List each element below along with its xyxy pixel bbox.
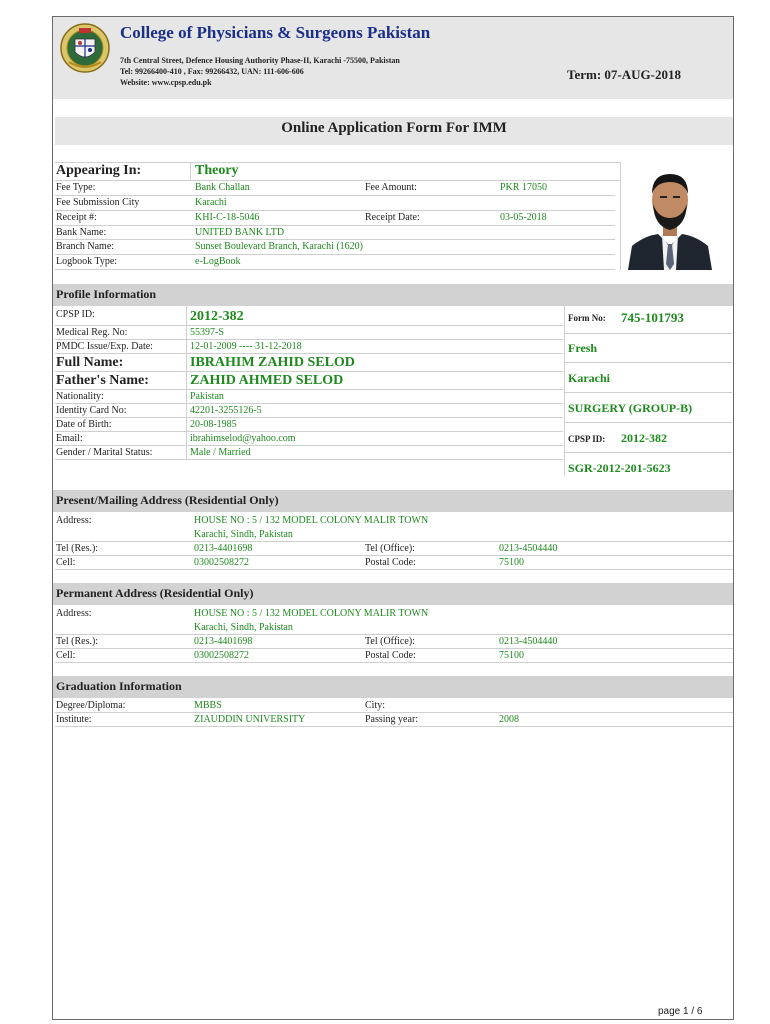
divider [55,239,615,240]
divider [55,445,563,446]
present-address-section-header: Present/Mailing Address (Residential Only) [53,490,733,512]
divider [55,254,615,255]
divider [565,392,732,393]
divider [55,353,563,354]
divider [55,555,733,556]
gender-value: Male / Married [190,447,251,458]
gender-label: Gender / Marital Status: [56,447,153,458]
father-name-value: ZAHID AHMED SELOD [190,373,344,388]
divider [55,269,615,270]
divider [55,180,620,181]
institute-label: Institute: [56,714,92,725]
divider [55,431,563,432]
divider [565,362,732,363]
permanent-tel-off-label: Tel (Office): [365,636,415,647]
divider [55,459,563,460]
divider [55,569,733,570]
form-no-label: Form No: [568,313,606,323]
permanent-address-section-header: Permanent Address (Residential Only) [53,583,733,605]
idcard-label: Identity Card No: [56,405,127,416]
degree-label: Degree/Diploma: [56,700,126,711]
receipt-no-value: KHI-C-18-5046 [195,212,260,223]
passing-year-value: 2008 [499,714,519,725]
divider [55,726,733,727]
logbook-value: e-LogBook [195,256,241,267]
fee-type-value: Bank Challan [195,182,250,193]
divider [186,306,187,460]
form-title: Online Application Form For IMM [55,117,733,145]
dob-label: Date of Birth: [56,419,112,430]
fee-city-value: Karachi [195,197,227,208]
cpsp-id-value: 2012-382 [190,309,244,324]
full-name-label: Full Name: [56,355,124,370]
present-address-line2: Karachi, Sindh, Pakistan [194,529,293,540]
pmdc-value: 12-01-2009 ---- 31-12-2018 [190,341,302,352]
branch-value: Sunset Boulevard Branch, Karachi (1620) [195,241,364,252]
bank-label: Bank Name: [56,227,107,238]
permanent-cell-label: Cell: [56,650,76,661]
permanent-cell-value: 03002508272 [194,650,249,661]
profile-section-header: Profile Information [53,284,733,306]
nationality-label: Nationality: [56,391,104,402]
divider [565,333,732,334]
idcard-value: 42201-3255126-5 [190,405,262,416]
cpsp-id-label: CPSP ID: [56,309,95,320]
passing-year-label: Passing year: [365,714,419,725]
pmdc-label: PMDC Issue/Exp. Date: [56,341,153,352]
divider [55,662,733,663]
divider [620,162,621,270]
present-tel-res-value: 0213-4401698 [194,543,253,554]
cpsp-id2-value: 2012-382 [621,431,667,445]
present-tel-res-label: Tel (Res.): [56,543,99,554]
divider [55,339,563,340]
med-reg-label: Medical Reg. No: [56,327,128,338]
address-line: 7th Central Street, Defence Housing Authority Phase-II, Karachi -75500, Pakistan [120,56,400,65]
status-value: Fresh [568,341,598,355]
permanent-address-line2: Karachi, Sindh, Pakistan [194,622,293,633]
fee-amount-value: PKR 17050 [500,182,547,193]
divider [55,210,615,211]
permanent-postal-value: 75100 [499,650,524,661]
divider [55,225,615,226]
college-name: College of Physicians & Surgeons Pakistan [120,23,431,42]
fee-city-label: Fee Submission City [56,197,140,208]
graduation-section-header: Graduation Information [53,676,733,698]
permanent-tel-res-value: 0213-4401698 [194,636,253,647]
present-address-line1: HOUSE NO : 5 / 132 MODEL COLONY MALIR TOWN [194,515,429,526]
present-cell-label: Cell: [56,557,76,568]
email-value: ibrahimselod@yahoo.com [190,433,296,444]
reg-code-value: SGR-2012-201-5623 [568,461,671,475]
contact-line: Tel: 99266400-410 , Fax: 99266432, UAN: 111-606-606 [120,67,304,76]
website-line: Website: www.cpsp.edu.pk [120,78,212,87]
bank-value: UNITED BANK LTD [195,227,285,238]
med-reg-value: 55397-S [190,327,224,338]
branch-label: Branch Name: [56,241,115,252]
permanent-address-label: Address: [56,608,92,619]
divider [55,541,733,542]
divider [55,371,563,372]
present-tel-off-label: Tel (Office): [365,543,415,554]
appearing-value: Theory [195,163,239,178]
present-address-label: Address: [56,515,92,526]
degree-value: MBBS [194,700,222,711]
fee-type-label: Fee Type: [56,182,96,193]
divider [55,403,563,404]
cpsp-logo-icon [59,22,111,74]
receipt-date-value: 03-05-2018 [500,212,547,223]
grad-city-label: City: [365,700,386,711]
divider [565,422,732,423]
permanent-address-line1: HOUSE NO : 5 / 132 MODEL COLONY MALIR TOWN [194,608,429,619]
specialty-value: SURGERY (GROUP-B) [568,401,693,415]
logbook-label: Logbook Type: [56,256,118,267]
permanent-tel-off-value: 0213-4504440 [499,636,558,647]
father-name-label: Father's Name: [56,373,149,388]
divider [55,325,563,326]
permanent-tel-res-label: Tel (Res.): [56,636,99,647]
divider [564,306,565,476]
dob-value: 20-08-1985 [190,419,237,430]
applicant-photo [624,160,716,270]
divider [55,195,615,196]
present-tel-off-value: 0213-4504440 [499,543,558,554]
institute-value: ZIAUDDIN UNIVERSITY [194,714,306,725]
term-label: Term: 07-AUG-2018 [567,67,681,82]
full-name-value: IBRAHIM ZAHID SELOD [190,355,355,370]
email-label: Email: [56,433,83,444]
cpsp-id2-label: CPSP ID: [568,434,606,444]
divider [55,417,563,418]
divider [565,452,732,453]
nationality-value: Pakistan [190,391,224,402]
divider [55,712,733,713]
present-postal-label: Postal Code: [365,557,416,568]
receipt-no-label: Receipt #: [56,212,97,223]
present-postal-value: 75100 [499,557,524,568]
fee-amount-label: Fee Amount: [365,182,417,193]
divider [55,648,733,649]
divider [55,389,563,390]
receipt-date-label: Receipt Date: [365,212,420,223]
appearing-label: Appearing In: [56,163,142,178]
permanent-postal-label: Postal Code: [365,650,416,661]
city-value: Karachi [568,371,610,385]
form-no-value: 745-101793 [621,310,684,325]
page-number: page 1 / 6 [658,1006,703,1017]
divider [190,162,191,180]
divider [55,634,733,635]
present-cell-value: 03002508272 [194,557,249,568]
